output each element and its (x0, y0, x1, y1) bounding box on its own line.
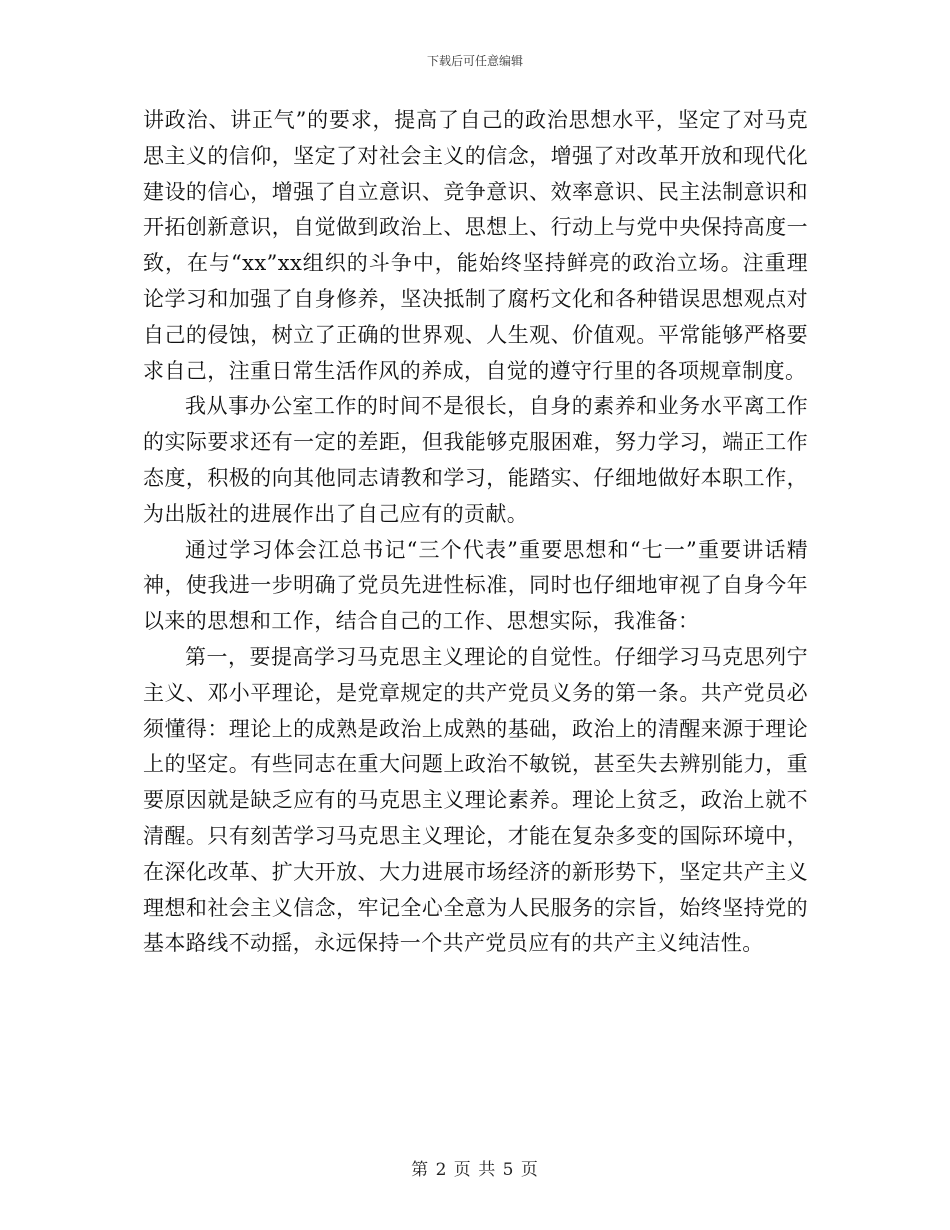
page-number-footer (0, 1155, 950, 1180)
body-paragraph: 通过学习体会江总书记“三个代表”重要思想和“七一”重要讲话精神，使我进一步明确了党员先进性标准，同时也仔细地审视了自身今年以来的思想和工作，结合自己的工作、思想实际，我准备： (143, 537, 808, 634)
body-paragraph: 第一，要提高学习马克思主义理论的自觉性。仔细学习马克思列宁主义、邓小平理论，是党章规定的共产党员义务的第一条。共产党员必须懂得：理论上的成熟是政治上成熟的基础，政治上的清醒来源于理论上的坚定。有些同志在重大问题上政治不敏锐，甚至失去辨别能力，重要原因就是缺乏应有的马克思主义理论素养。理论上贫乏，政治上就不清醒。只有刻苦学习马克思主义理论，才能在复杂多变的国际环境中，在深化改革、扩大开放、大力进展市场经济的新形势下，坚定共产主义理想和社会主义信念，牢记全心全意为人民服务的宗旨，始终坚持党的基本路线不动摇，永远保持一个共产党员应有的共产主义纯洁性。 (143, 644, 808, 956)
page-number-label: 第 2 页 共 5 页 (411, 1160, 539, 1180)
page-header-note: 下载后可任意编辑 (426, 54, 523, 68)
body-paragraph: 我从事办公室工作的时间不是很长，自身的素养和业务水平离工作的实际要求还有一定的差距，但我能够克服困难，努力学习，端正工作态度，积极的向其他同志请教和学习，能踏实、仔细地做好本职工作，为出版社的进展作出了自己应有的贡献。 (143, 394, 808, 526)
document-body (143, 103, 808, 962)
body-paragraph: 讲政治、讲正气”的要求，提高了自己的政治思想水平，坚定了对马克思主义的信仰，坚定了对社会主义的信念，增强了对改革开放和现代化建设的信心，增强了自立意识、竞争意识、效率意识、民主法制意识和开拓创新意识，自觉做到政治上、思想上、行动上与党中央保持高度一致，在与“xx”xx组织的斗争中，能始终坚持鲜亮的政治立场。注重理论学习和加强了自身修养，坚决抵制了腐朽文化和各种错误思想观点对自己的侵蚀，树立了正确的世界观、人生观、价值观。平常能够严格要求自己，注重日常生活作风的养成，自觉的遵守行里的各项规章制度。 (143, 108, 808, 383)
